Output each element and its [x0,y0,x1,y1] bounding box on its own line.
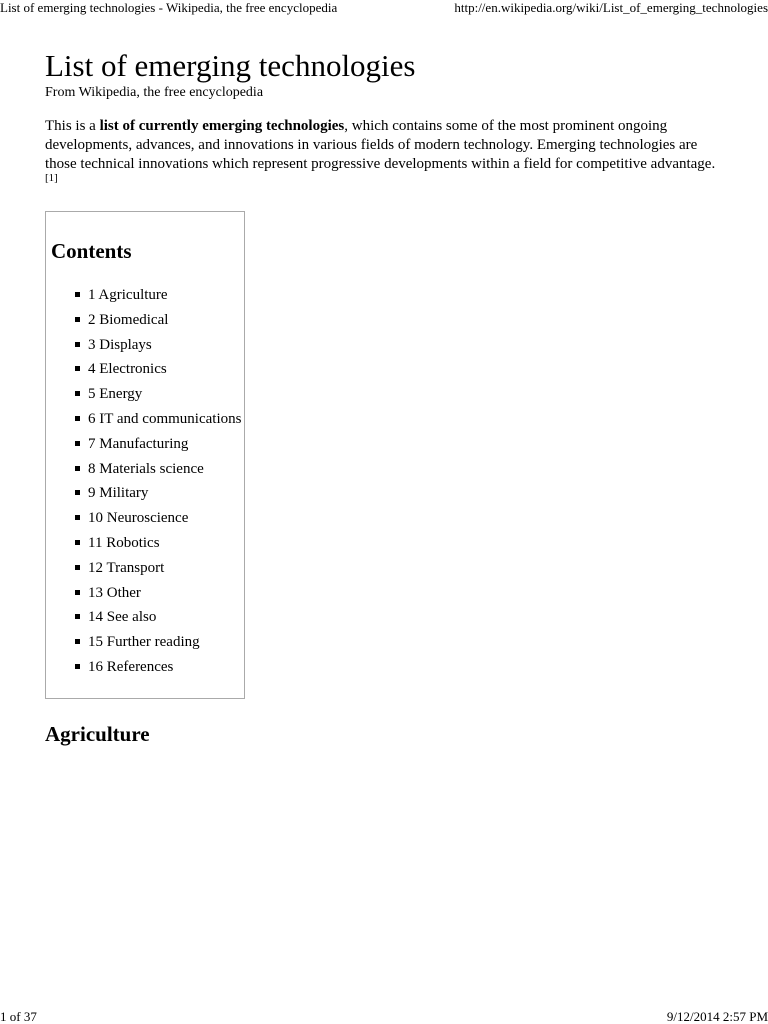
bullet-icon [75,342,80,347]
toc-item-label[interactable]: 3 Displays [88,336,152,353]
bullet-icon [75,639,80,644]
toc-item[interactable] [74,358,241,383]
bullet-icon [75,441,80,446]
bullet-icon [75,366,80,371]
toc-item-label[interactable]: 6 IT and communications [88,410,242,427]
toc-item[interactable] [74,408,241,433]
toc-item[interactable] [74,606,241,631]
bullet-icon [75,540,80,545]
toc-item-label[interactable]: 12 Transport [88,559,165,576]
intro-bold-term[interactable]: list of currently emerging technologies [99,118,345,134]
page-title: List of emerging technologies [45,48,416,83]
toc-item[interactable] [74,532,241,557]
toc-item-label[interactable]: 13 Other [88,584,141,601]
print-footer-page: 1 of 37 [0,1009,37,1024]
toc-item[interactable] [74,656,241,681]
toc-item[interactable] [74,557,241,582]
table-of-contents [45,211,245,699]
site-subtitle: From Wikipedia, the free encyclopedia [45,85,264,100]
intro-text-start: This is a [45,118,100,134]
bullet-icon [75,614,80,619]
bullet-icon [75,317,80,322]
section-heading-agriculture: Agriculture [45,722,150,746]
bullet-icon [75,664,80,669]
toc-item[interactable] [74,284,241,309]
intro-paragraph [45,117,725,193]
toc-item[interactable] [74,631,241,656]
bullet-icon [75,515,80,520]
bullet-icon [75,490,80,495]
intro-text-rest: , which contains some of the most prominent ongoing developments, advances, and innovations in various fields of modern technology. Emerging technologies are those technical innovations which represent progressive developments within a field for competitive advantage. [45,118,716,172]
bullet-icon [75,466,80,471]
toc-item-label[interactable]: 2 Biomedical [88,311,169,328]
print-header-url: http://en.wikipedia.org/wiki/List_of_emerging_technologies [454,0,768,15]
bullet-icon [75,391,80,396]
toc-item[interactable] [74,458,241,483]
bullet-icon [75,416,80,421]
toc-item-label[interactable]: 9 Military [88,485,149,502]
print-header-title: List of emerging technologies - Wikipedia, the free encyclopedia [0,0,338,15]
bullet-icon [75,590,80,595]
toc-item[interactable] [74,482,241,507]
toc-item-label[interactable]: 8 Materials science [88,460,204,477]
toc-item[interactable] [74,433,241,458]
toc-item[interactable] [74,582,241,607]
citation-link[interactable]: [1] [45,172,58,184]
toc-item-label[interactable]: 14 See also [88,609,157,626]
bullet-icon [75,565,80,570]
toc-item[interactable] [74,334,241,359]
toc-title: Contents [51,239,132,263]
toc-item[interactable] [74,507,241,532]
toc-item-label[interactable]: 1 Agriculture [88,287,168,303]
toc-item-label[interactable]: 11 Robotics [88,534,160,551]
toc-list [74,284,241,681]
toc-item-label[interactable]: 7 Manufacturing [88,435,189,452]
toc-item-label[interactable]: 16 References [88,658,174,675]
toc-item-label[interactable]: 4 Electronics [88,361,167,378]
toc-item-label[interactable]: 5 Energy [88,386,143,403]
toc-item-label[interactable]: 15 Further reading [88,634,200,651]
bullet-icon [75,292,80,297]
print-footer-datetime: 9/12/2014 2:57 PM [666,1009,768,1024]
toc-item[interactable] [74,309,241,334]
toc-item-label[interactable]: 10 Neuroscience [88,510,189,527]
toc-item[interactable] [74,383,241,408]
